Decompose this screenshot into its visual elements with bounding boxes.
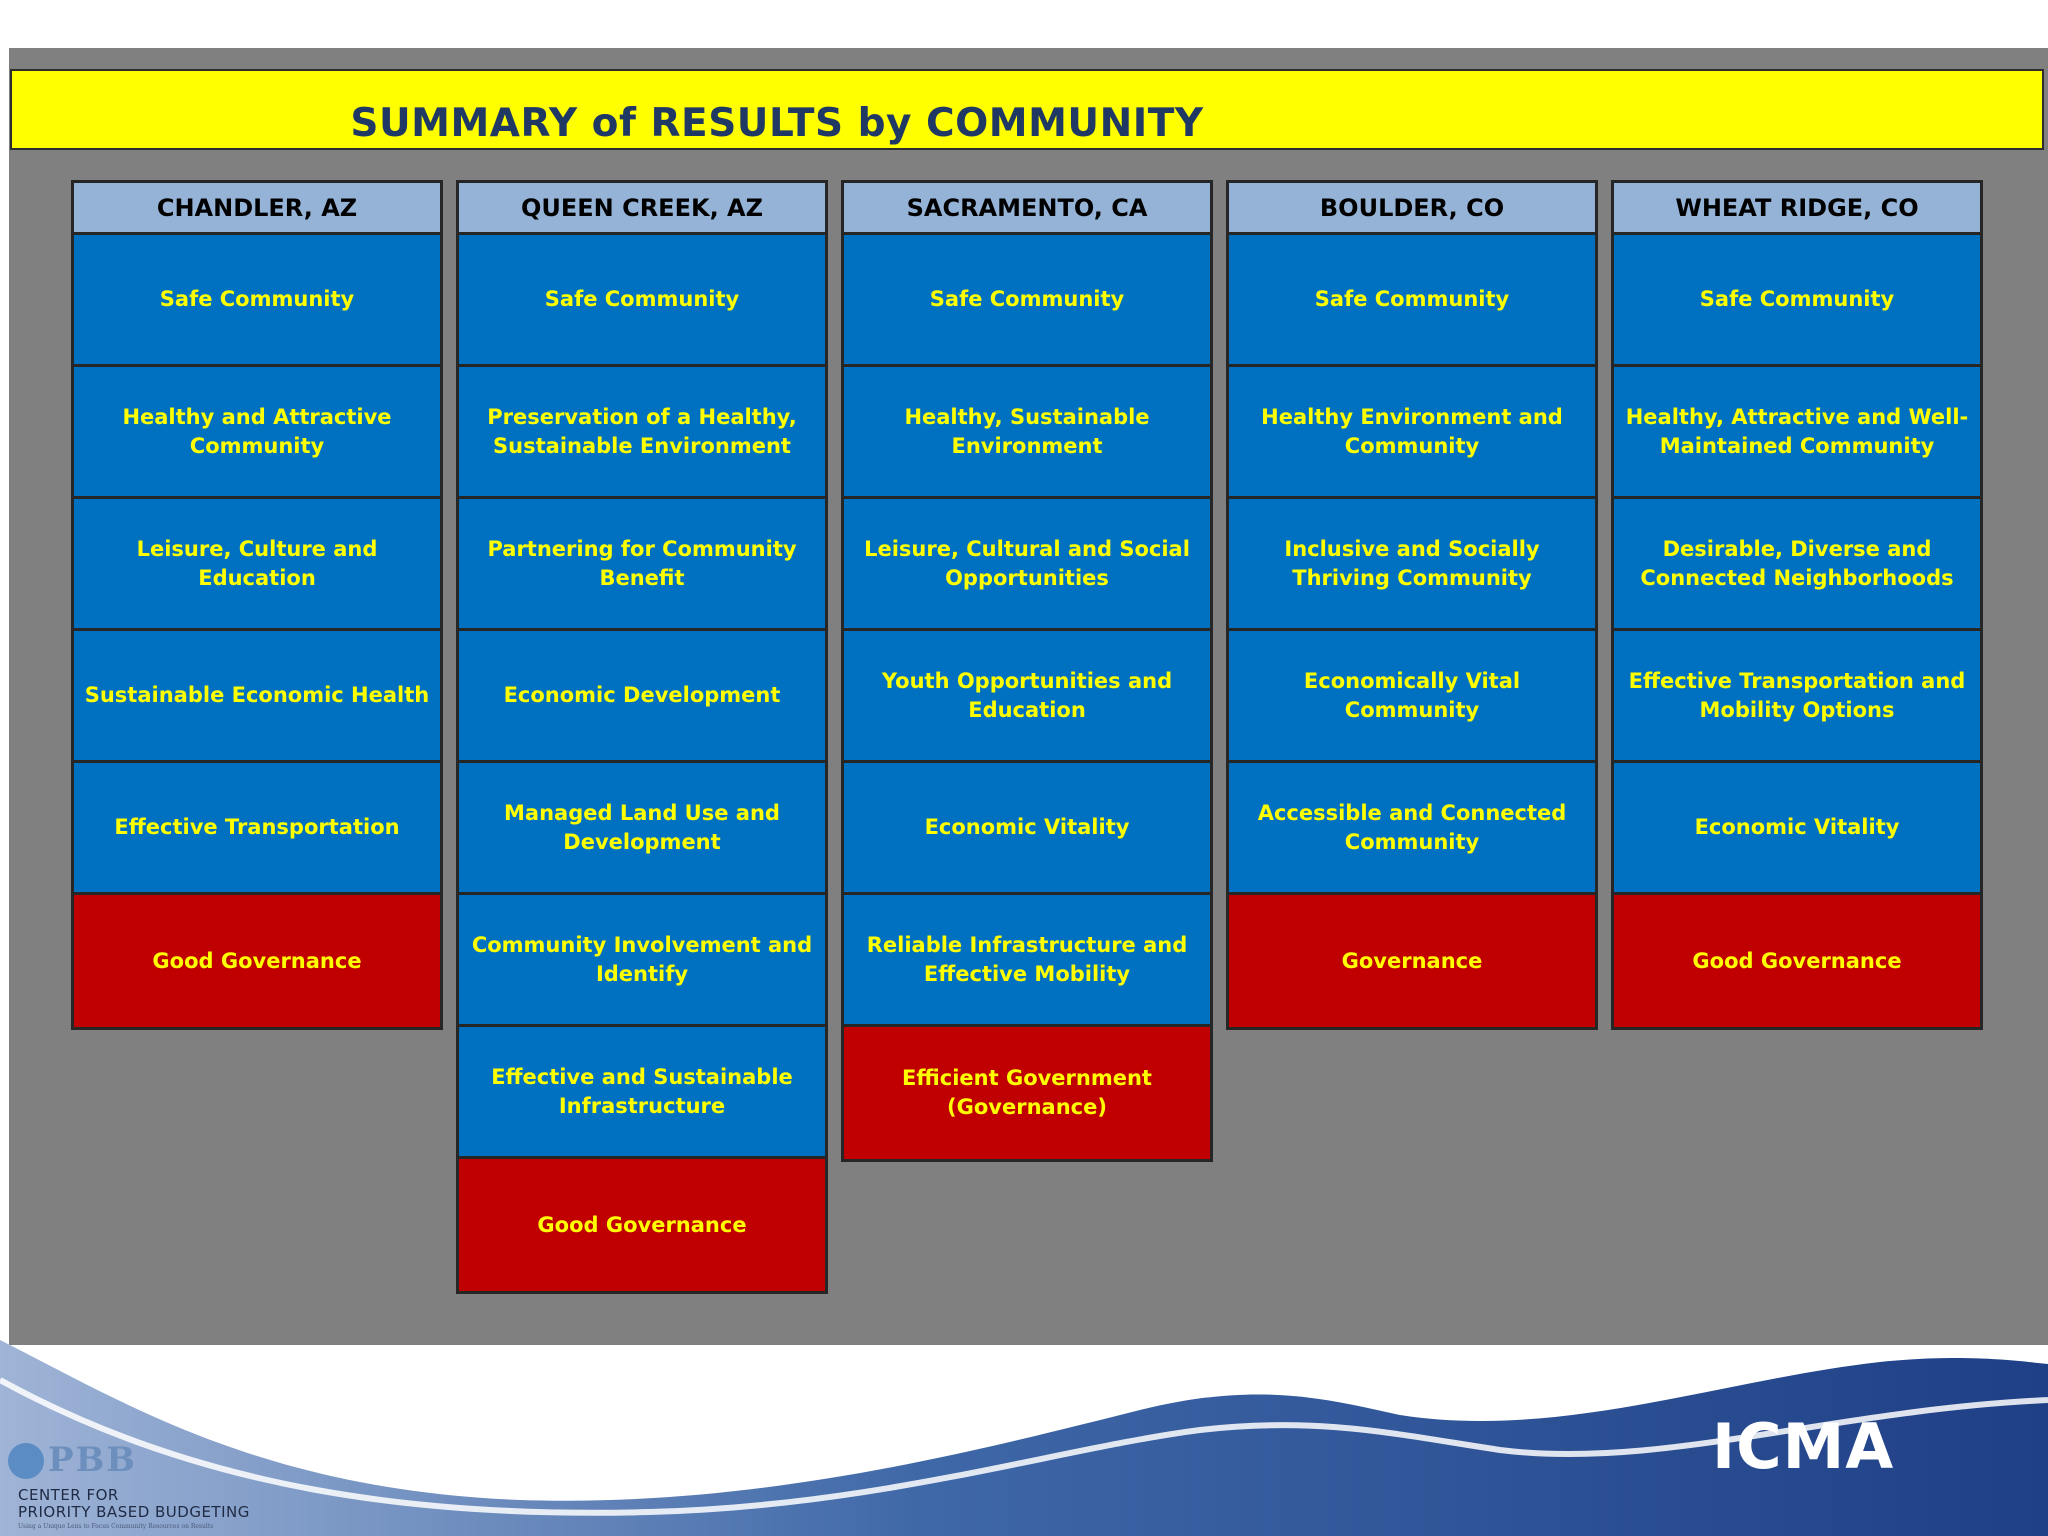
icma-logo: ICMA — [1712, 1410, 1895, 1483]
result-cell: Accessible and Connected Community — [1229, 763, 1595, 895]
result-cell: Safe Community — [844, 235, 1210, 367]
result-cell: Leisure, Culture and Education — [74, 499, 440, 631]
result-cell: Economic Vitality — [844, 763, 1210, 895]
result-cell: Partnering for Community Benefit — [459, 499, 825, 631]
community-column — [71, 180, 443, 1030]
community-header: CHANDLER, AZ — [74, 183, 440, 235]
result-cell: Good Governance — [1614, 895, 1980, 1027]
result-cell: Youth Opportunities and Education — [844, 631, 1210, 763]
title-banner — [10, 69, 2044, 150]
pbb-mark-icon — [8, 1443, 44, 1479]
result-cell: Healthy and Attractive Community — [74, 367, 440, 499]
community-column — [1226, 180, 1598, 1030]
community-header: WHEAT RIDGE, CO — [1614, 183, 1980, 235]
result-cell: Leisure, Cultural and Social Opportunities — [844, 499, 1210, 631]
community-header: SACRAMENTO, CA — [844, 183, 1210, 235]
result-cell: Economically Vital Community — [1229, 631, 1595, 763]
result-cell: Desirable, Diverse and Connected Neighborhoods — [1614, 499, 1980, 631]
result-cell: Effective and Sustainable Infrastructure — [459, 1027, 825, 1159]
result-cell: Healthy Environment and Community — [1229, 367, 1595, 499]
result-cell: Good Governance — [459, 1159, 825, 1291]
result-cell: Safe Community — [1229, 235, 1595, 367]
slide-title: SUMMARY of RESULTS by COMMUNITY — [350, 101, 1204, 146]
community-column — [1611, 180, 1983, 1030]
result-cell: Governance — [1229, 895, 1595, 1027]
pbb-line2: PRIORITY BASED BUDGETING — [18, 1503, 250, 1521]
result-cell: Economic Development — [459, 631, 825, 763]
result-cell: Good Governance — [74, 895, 440, 1027]
result-cell: Efficient Government (Governance) — [844, 1027, 1210, 1159]
result-cell: Safe Community — [74, 235, 440, 367]
result-cell: Managed Land Use and Development — [459, 763, 825, 895]
community-header: BOULDER, CO — [1229, 183, 1595, 235]
community-column — [456, 180, 828, 1294]
pbb-letters: PBB — [48, 1440, 138, 1480]
result-cell: Effective Transportation and Mobility Options — [1614, 631, 1980, 763]
result-cell: Reliable Infrastructure and Effective Mobility — [844, 895, 1210, 1027]
result-cell: Healthy, Attractive and Well-Maintained Community — [1614, 367, 1980, 499]
result-cell: Sustainable Economic Health — [74, 631, 440, 763]
result-cell: Inclusive and Socially Thriving Community — [1229, 499, 1595, 631]
result-cell: Economic Vitality — [1614, 763, 1980, 895]
result-cell: Effective Transportation — [74, 763, 440, 895]
result-cell: Preservation of a Healthy, Sustainable Environment — [459, 367, 825, 499]
result-cell: Safe Community — [1614, 235, 1980, 367]
pbb-logo — [8, 1440, 258, 1532]
community-header: QUEEN CREEK, AZ — [459, 183, 825, 235]
result-cell: Healthy, Sustainable Environment — [844, 367, 1210, 499]
result-cell: Safe Community — [459, 235, 825, 367]
pbb-tagline: Using a Unique Lens to Focus Community Resources on Results — [18, 1523, 214, 1530]
result-cell: Community Involvement and Identify — [459, 895, 825, 1027]
community-column — [841, 180, 1213, 1162]
pbb-line1: CENTER FOR — [18, 1486, 119, 1504]
